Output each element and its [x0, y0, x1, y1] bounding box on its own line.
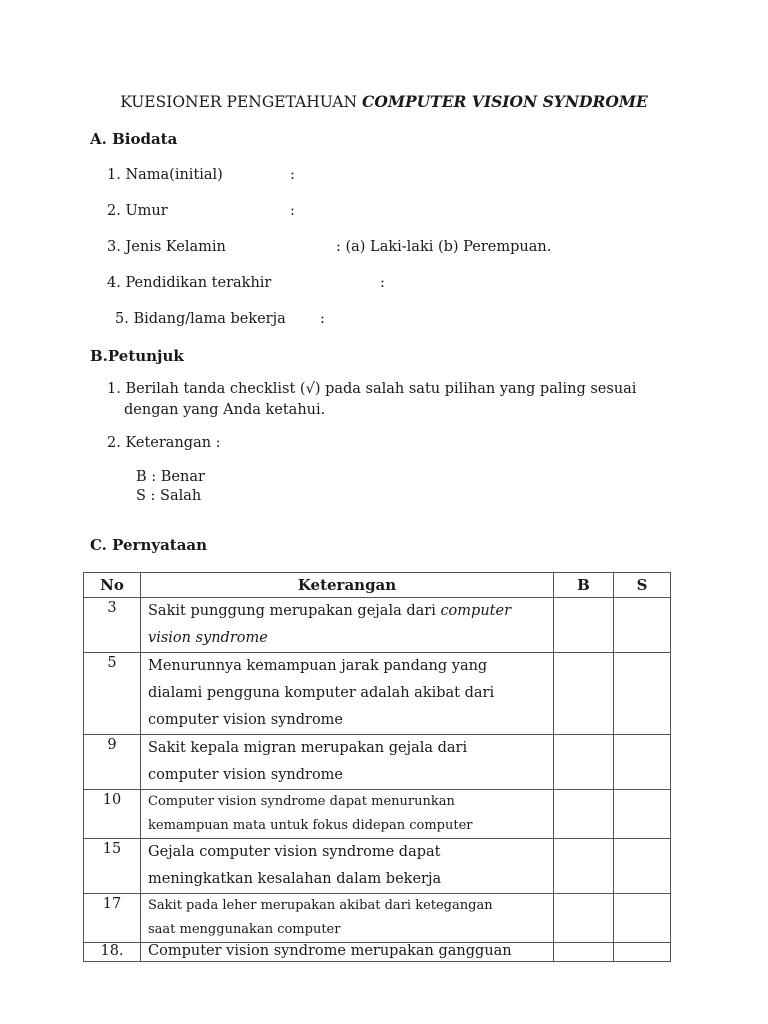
- row-number: 10: [84, 790, 141, 839]
- row-number: 17: [84, 894, 141, 943]
- statement-text: Computer vision syndrome merupakan gangguan: [148, 943, 512, 959]
- row-number: 3: [84, 598, 141, 653]
- table-row: [84, 839, 671, 894]
- biodata-colon-age: :: [290, 203, 295, 219]
- instruction-1-line-2: dengan yang Anda ketahui.: [124, 402, 326, 418]
- biodata-gender-options: : (a) Laki-laki (b) Perempuan.: [336, 239, 552, 255]
- table-row: [84, 790, 671, 839]
- statement-emphasis: computer: [440, 603, 511, 619]
- salah-checkbox-cell[interactable]: [614, 598, 671, 653]
- biodata-label-education: 4. Pendidikan terakhir: [107, 275, 272, 291]
- row-number: 15: [84, 839, 141, 894]
- biodata-colon-work: :: [320, 311, 325, 327]
- benar-checkbox-cell[interactable]: [554, 790, 614, 839]
- salah-checkbox-cell[interactable]: [614, 943, 671, 962]
- table-row: [84, 735, 671, 790]
- biodata-label-name: 1. Nama(initial): [107, 167, 223, 183]
- statement-text: Menurunnya kemampuan jarak pandang yang: [148, 658, 488, 674]
- row-statement: [141, 839, 554, 894]
- row-statement: [141, 943, 554, 962]
- table-row: [84, 653, 671, 735]
- instruction-1-line-1: 1. Berilah tanda checklist (√) pada salah satu pilihan yang paling sesuai: [107, 381, 637, 397]
- column-header-keterangan: Keterangan: [141, 573, 554, 598]
- row-number: 5: [84, 653, 141, 735]
- statement-text: Gejala computer vision syndrome dapat: [148, 844, 441, 860]
- statement-text: Sakit punggung merupakan gejala dari: [148, 603, 441, 619]
- benar-checkbox-cell[interactable]: [554, 894, 614, 943]
- row-statement: [141, 735, 554, 790]
- biodata-colon-education: :: [380, 275, 385, 291]
- statement-text: Sakit kepala migran merupakan gejala dari: [148, 740, 468, 756]
- statement-text: vision syndrome: [148, 630, 268, 646]
- document-title: [0, 92, 768, 111]
- row-statement: [141, 894, 554, 943]
- row-number: 9: [84, 735, 141, 790]
- section-b-heading: B.Petunjuk: [90, 347, 184, 365]
- row-number: 18.: [84, 943, 141, 962]
- salah-checkbox-cell[interactable]: [614, 839, 671, 894]
- salah-checkbox-cell[interactable]: [614, 894, 671, 943]
- statement-text: computer vision syndrome: [148, 767, 343, 783]
- benar-checkbox-cell[interactable]: [554, 735, 614, 790]
- column-header-no: No: [84, 573, 141, 598]
- section-a-heading: A. Biodata: [90, 130, 178, 148]
- table-row: [84, 943, 671, 962]
- table-row: [84, 894, 671, 943]
- legend-salah: S : Salah: [136, 488, 202, 504]
- row-statement: [141, 598, 554, 653]
- benar-checkbox-cell[interactable]: [554, 839, 614, 894]
- column-header-salah: S: [614, 573, 671, 598]
- legend-benar: B : Benar: [136, 469, 205, 485]
- benar-checkbox-cell[interactable]: [554, 653, 614, 735]
- biodata-colon-name: :: [290, 167, 295, 183]
- biodata-label-work: 5. Bidang/lama bekerja: [115, 311, 286, 327]
- statement-text: computer vision syndrome: [148, 712, 343, 728]
- salah-checkbox-cell[interactable]: [614, 653, 671, 735]
- row-statement: [141, 790, 554, 839]
- row-statement: [141, 653, 554, 735]
- table-header-row: [84, 573, 671, 598]
- biodata-label-gender: 3. Jenis Kelamin: [107, 239, 226, 255]
- instruction-2: 2. Keterangan :: [107, 435, 221, 451]
- statement-text: meningkatkan kesalahan dalam bekerja: [148, 871, 442, 887]
- benar-checkbox-cell[interactable]: [554, 598, 614, 653]
- salah-checkbox-cell[interactable]: [614, 790, 671, 839]
- table-row: [84, 598, 671, 653]
- statement-text: dialami pengguna komputer adalah akibat dari: [148, 685, 495, 701]
- benar-checkbox-cell[interactable]: [554, 943, 614, 962]
- statement-text: saat menggunakan computer: [148, 922, 341, 937]
- statement-text: kemampuan mata untuk fokus didepan computer: [148, 818, 473, 833]
- column-header-benar: B: [554, 573, 614, 598]
- title-emphasis: COMPUTER VISION SYNDROME: [362, 92, 648, 111]
- biodata-label-age: 2. Umur: [107, 203, 168, 219]
- title-text: KUESIONER PENGETAHUAN: [120, 93, 362, 111]
- statement-text: Sakit pada leher merupakan akibat dari ketegangan: [148, 898, 493, 913]
- statement-table: [83, 572, 671, 962]
- salah-checkbox-cell[interactable]: [614, 735, 671, 790]
- statement-text: Computer vision syndrome dapat menurunkan: [148, 794, 455, 809]
- section-c-heading: C. Pernyataan: [90, 536, 208, 554]
